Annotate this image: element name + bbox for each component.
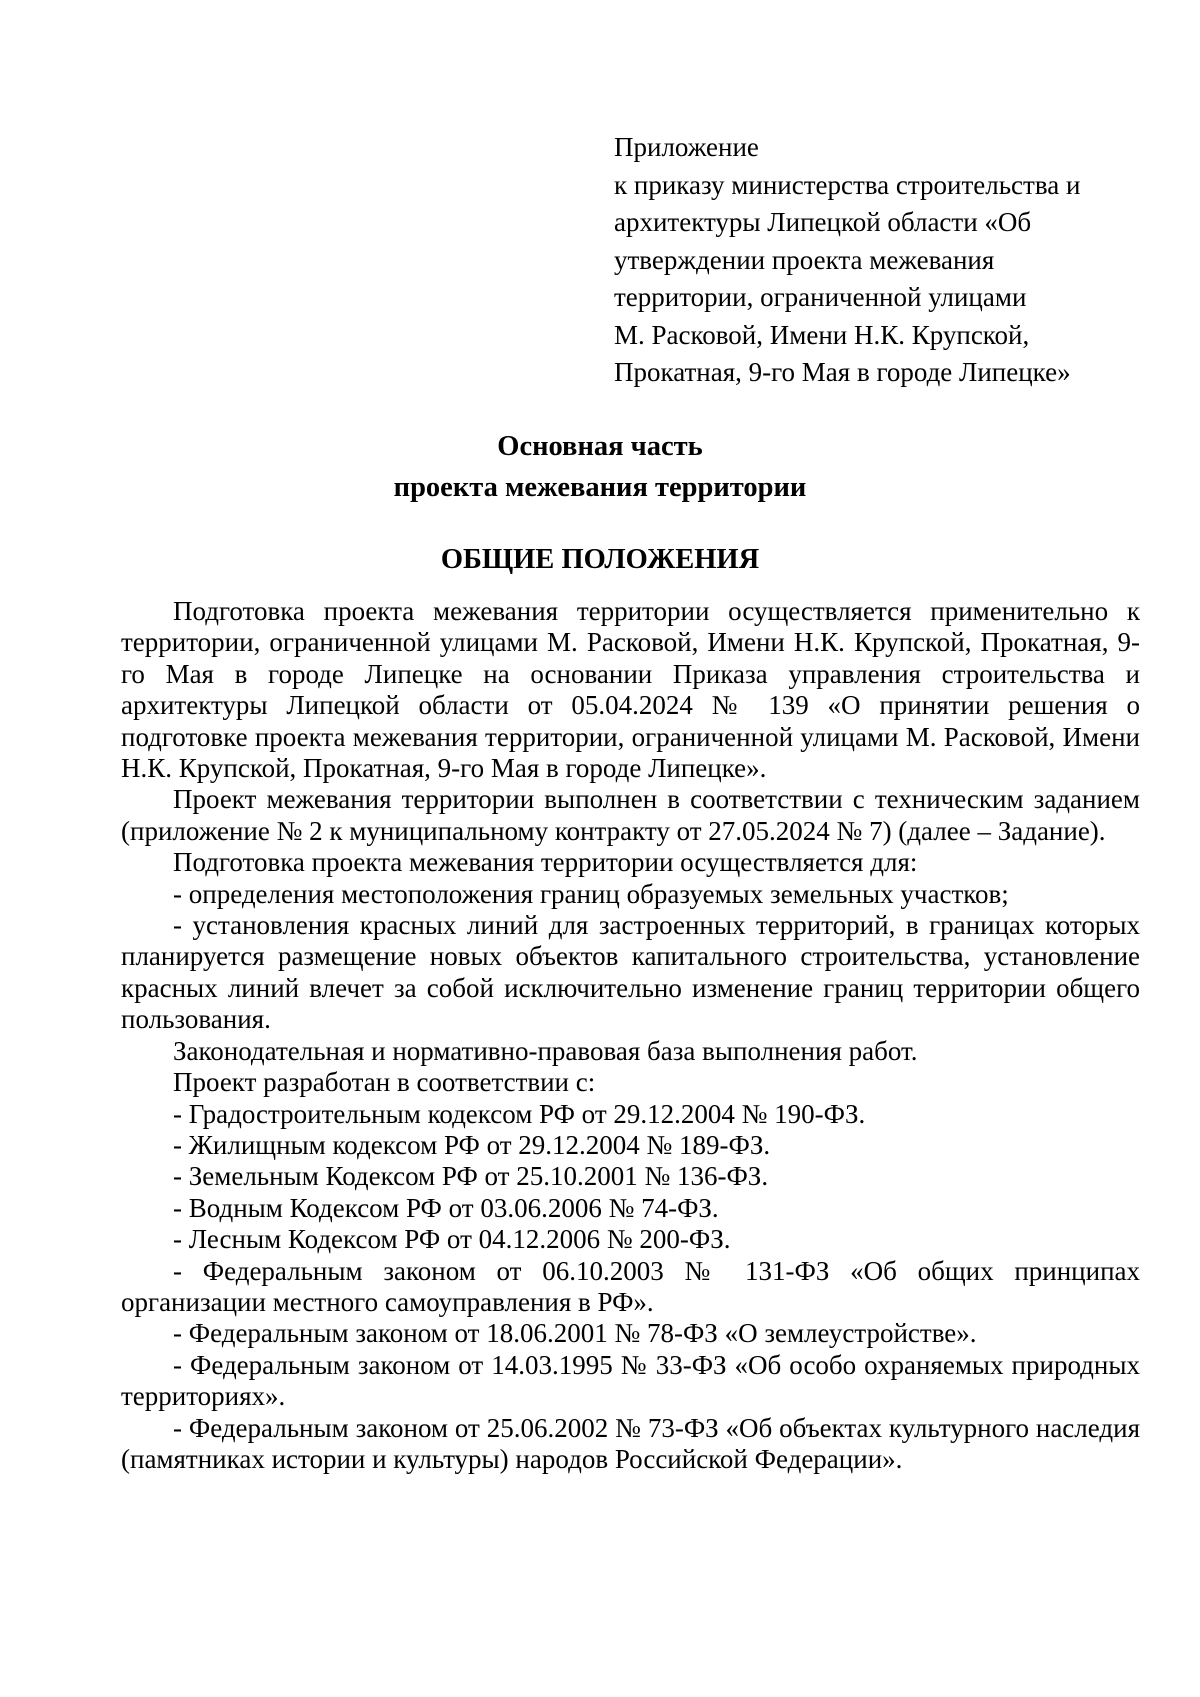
list-item: - установления красных линий для застроенных территорий, в границах которых планируется размещение новых объектов капитального строительства, установление красных линий влечет за собой исключительно изменение границ территории общего пользования. [121, 910, 1140, 1035]
body-text [121, 596, 1140, 1475]
paragraph: Законодательная и нормативно-правовая база выполнения работ. [173, 1035, 918, 1066]
list-item: - Федеральным законом от 18.06.2001 № 78-ФЗ «О землеустройстве». [173, 1318, 977, 1349]
appendix-line: архитектуры Липецкой области «Об [614, 207, 1032, 237]
list-item: - Жилищным кодексом РФ от 29.12.2004 № 189-ФЗ. [173, 1129, 771, 1160]
appendix-block [614, 129, 1174, 392]
document-title-line-2: проекта межевания территории [393, 472, 807, 503]
appendix-line: Прокатная, 9-го Мая в городе Липецке» [614, 357, 1071, 387]
appendix-line: к приказу министерства строительства и [614, 169, 1081, 200]
list-item: - Лесным Кодексом РФ от 04.12.2006 № 200-ФЗ. [173, 1224, 731, 1255]
paragraph: Проект разработан в соответствии с: [173, 1067, 596, 1098]
list-item: - Земельным Кодексом РФ от 25.10.2001 № 136-ФЗ. [173, 1161, 769, 1192]
document-title-line-1: Основная часть [497, 431, 703, 462]
paragraph: Подготовка проекта межевания территории осуществляется применительно к территории, ограниченной улицами М. Расковой, Имени Н.К. Крупской, Прокатная, 9-го Мая в городе Липецке на основании Приказа управления строительства и архитектуры Липецкой области от 05.04.2024 № 139 «О принятии решения о подготовке проекта межевания территории, ограниченной улицами М. Расковой, Имени Н.К. Крупской, Прокатная, 9-го Мая в городе Липецке». [121, 596, 1140, 784]
list-item: - Водным Кодексом РФ от 03.06.2006 № 74-ФЗ. [173, 1192, 719, 1223]
list-item: - Федеральным законом от 06.10.2003 № 131-ФЗ «Об общих принципах организации местного самоуправления в РФ». [121, 1255, 1140, 1317]
appendix-line: территории, ограниченной улицами [614, 282, 1027, 312]
appendix-line: Приложение [614, 132, 759, 162]
list-item: - Федеральным законом от 14.03.1995 № 33-ФЗ «Об особо охраняемых природных территориях». [121, 1349, 1140, 1412]
appendix-line: М. Расковой, Имени Н.К. Крупской, [614, 319, 1030, 350]
list-item: - определения местоположения границ образуемых земельных участков; [173, 878, 1009, 909]
appendix-line: утверждении проекта межевания [614, 244, 995, 275]
paragraph: Проект межевания территории выполнен в соответствии с техническим заданием (приложение № 2 к муниципальному контракту от 27.05.2024 № 7) (далее – Задание). [121, 784, 1140, 846]
list-item: - Федеральным законом от 25.06.2002 № 73-ФЗ «Об объектах культурного наследия (памятниках истории и культуры) народов Российской Федерации». [121, 1412, 1140, 1474]
section-heading: ОБЩИЕ ПОЛОЖЕНИЯ [440, 544, 760, 575]
paragraph: Подготовка проекта межевания территории осуществляется для: [173, 847, 918, 878]
list-item: - Градостроительным кодексом РФ от 29.12.2004 № 190-ФЗ. [173, 1098, 866, 1129]
